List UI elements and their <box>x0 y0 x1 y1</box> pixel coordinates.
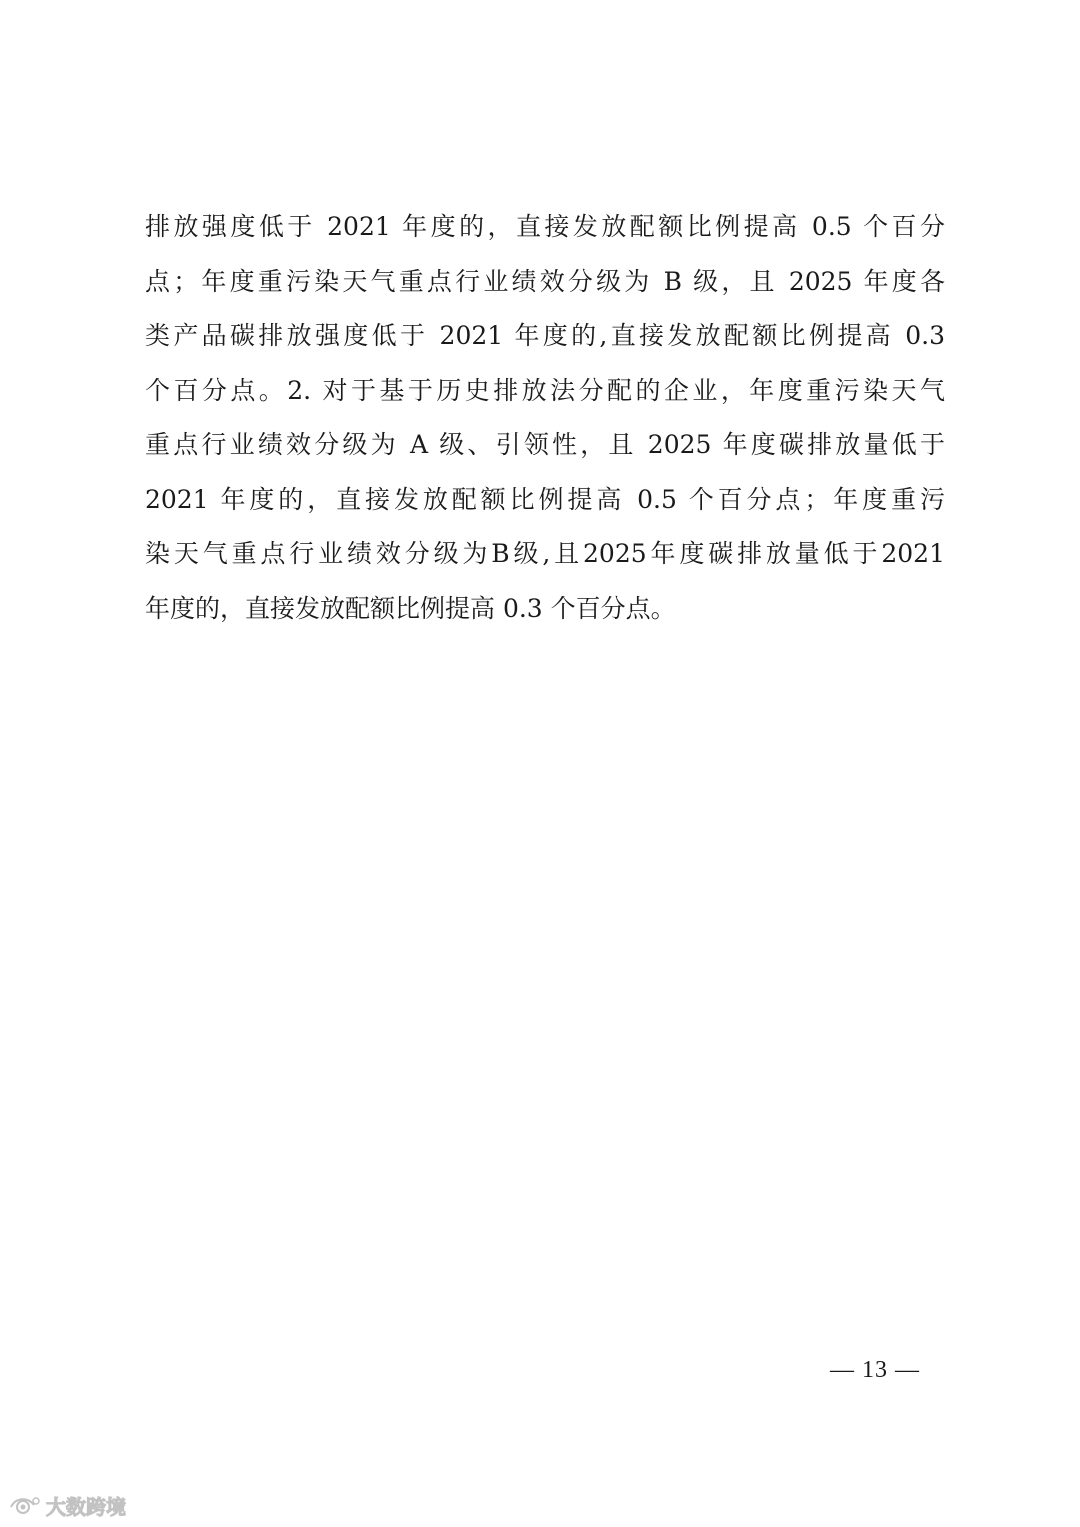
page-number: — 13 — <box>830 1357 920 1383</box>
text-line: 染天气重点行业绩效分级为B级,且2025年度碳排放量低于2021 <box>145 539 945 568</box>
text-line: 点；年度重污染天气重点行业绩效分级为 B 级，且 2025 年度各 <box>145 266 945 296</box>
text-line: 重点行业绩效分级为 A 级、引领性，且 2025 年度碳排放量低于 <box>145 430 945 459</box>
body-paragraph <box>145 200 945 636</box>
text-line: 类产品碳排放强度低于 2021 年度的,直接发放配额比例提高 0.3 <box>145 321 945 350</box>
watermark-text: 大数跨境 <box>46 1494 126 1519</box>
text-line: 年度的，直接发放配额比例提高 0.3 个百分点。 <box>145 593 676 623</box>
text-line: 个百分点。2. 对于基于历史排放法分配的企业，年度重污染天气 <box>145 375 945 405</box>
eye-logo-icon <box>8 1493 42 1517</box>
watermark <box>8 1490 126 1520</box>
text-line: 排放强度低于 2021 年度的，直接发放配额比例提高 0.5 个百分 <box>145 212 945 241</box>
text-line: 2021 年度的，直接发放配额比例提高 0.5 个百分点；年度重污 <box>145 484 945 514</box>
